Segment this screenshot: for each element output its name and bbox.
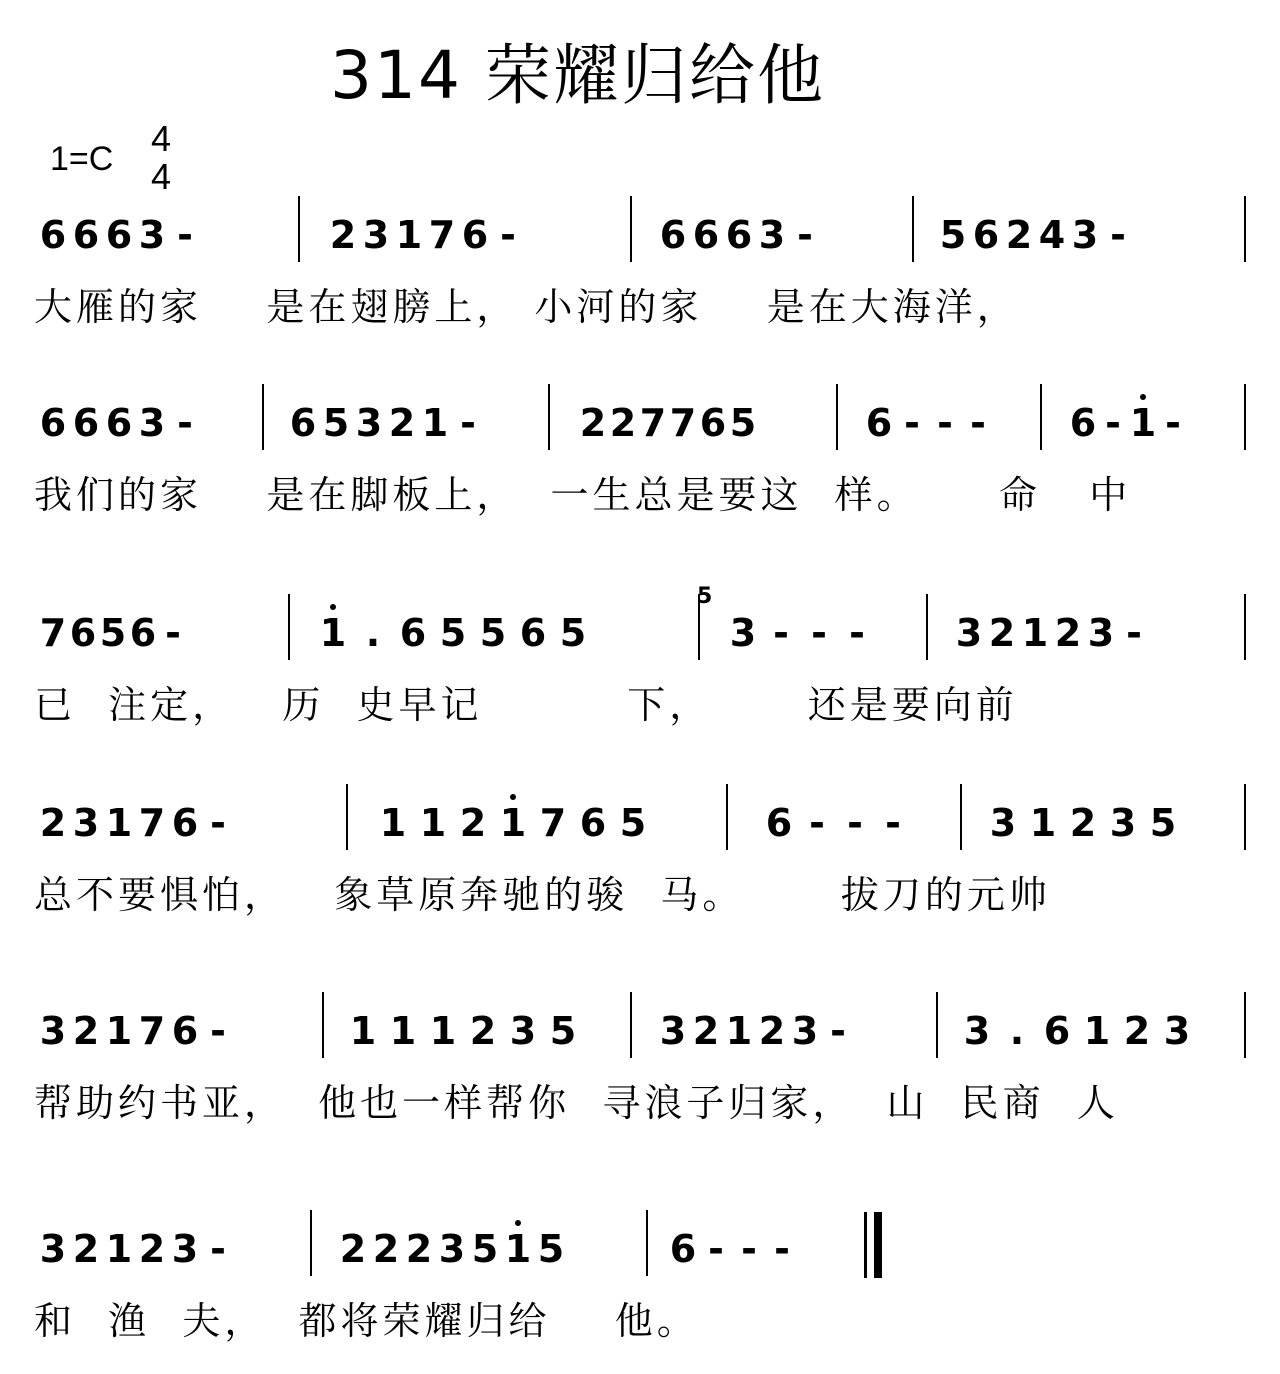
note-6-3-4: - <box>774 1227 790 1271</box>
notes-line-4 <box>38 800 1268 860</box>
note-2-5-3: 1 <box>1129 401 1157 445</box>
note-1-4-5: 3 <box>1071 213 1099 257</box>
note-3-3-1: 3 <box>729 611 757 655</box>
note-4-3-3: - <box>847 801 863 845</box>
note-3-1-2: 6 <box>69 611 97 655</box>
note-4-2-2: 1 <box>419 801 447 845</box>
note-4-2-3: 2 <box>459 801 487 845</box>
note-2-4-3: - <box>937 401 953 445</box>
note-3-4-4: 2 <box>1054 611 1082 655</box>
note-1-2-6: - <box>500 213 516 257</box>
key-signature: 1=C <box>50 140 114 178</box>
note-1-3-1: 6 <box>659 213 687 257</box>
barline <box>630 992 632 1058</box>
note-5-2-1: 1 <box>349 1009 377 1053</box>
note-1-4-1: 5 <box>939 213 967 257</box>
note-1-4-2: 6 <box>972 213 1000 257</box>
barline <box>836 384 838 450</box>
note-5-1-1: 3 <box>39 1009 67 1053</box>
note-2-4-4: - <box>970 401 986 445</box>
barline <box>912 196 914 262</box>
note-2-1-1: 6 <box>39 401 67 445</box>
note-1-4-4: 4 <box>1038 213 1066 257</box>
barline <box>726 784 728 850</box>
note-3-2-5: 5 <box>479 611 507 655</box>
barline <box>936 992 938 1058</box>
barline <box>1244 594 1246 660</box>
note-5-1-5: 6 <box>171 1009 199 1053</box>
lyrics-line-6: 和 渔 夫， 都将荣耀归给 他。 <box>34 1299 699 1343</box>
note-1-3-5: - <box>797 213 813 257</box>
note-4-4-5: 5 <box>1149 801 1177 845</box>
note-1-4-3: 2 <box>1005 213 1033 257</box>
note-2-2-3: 3 <box>355 401 383 445</box>
note-3-4-3: 1 <box>1021 611 1049 655</box>
note-4-4-2: 1 <box>1029 801 1057 845</box>
note-1-3-3: 6 <box>725 213 753 257</box>
note-2-3-4: 7 <box>669 401 697 445</box>
note-1-1-3: 6 <box>105 213 133 257</box>
lyrics-line-2: 我们的家 是在脚板上， 一生总是要这 样。 命 中 <box>34 473 1132 517</box>
note-3-2-6: 6 <box>519 611 547 655</box>
note-4-2-5: 7 <box>539 801 567 845</box>
note-6-1-2: 2 <box>72 1227 100 1271</box>
barline <box>926 594 928 660</box>
note-6-2-5: 5 <box>471 1227 499 1271</box>
note-5-2-4: 2 <box>469 1009 497 1053</box>
lyrics-line-3: 已 注定， 历 史早记 下， 还是要向前 <box>34 683 1018 727</box>
note-3-1-3: 5 <box>99 611 127 655</box>
note-4-2-4: 1 <box>499 801 527 845</box>
lyrics-line-5: 帮助约书亚， 他也一样帮你 寻浪子归家， 山 民商 人 <box>34 1081 1119 1125</box>
note-2-1-2: 6 <box>72 401 100 445</box>
high-octave-dot <box>510 794 516 800</box>
note-3-2-3: 6 <box>399 611 427 655</box>
note-4-1-6: - <box>210 801 226 845</box>
note-6-2-3: 2 <box>405 1227 433 1271</box>
note-3-1-1: 7 <box>39 611 67 655</box>
note-5-3-3: 1 <box>725 1009 753 1053</box>
time-signature <box>146 120 176 196</box>
note-6-2-1: 2 <box>339 1227 367 1271</box>
note-6-3-3: - <box>741 1227 757 1271</box>
note-5-2-2: 1 <box>389 1009 417 1053</box>
barline <box>1244 784 1246 850</box>
note-3-3-3: - <box>811 611 827 655</box>
notes-line-2 <box>38 400 1268 460</box>
time-signature-bottom: 4 <box>150 156 172 197</box>
note-6-1-4: 2 <box>138 1227 166 1271</box>
note-5-4-6: 3 <box>1163 1009 1191 1053</box>
note-1-2-1: 2 <box>329 213 357 257</box>
barline <box>262 384 264 450</box>
barline <box>960 784 962 850</box>
note-3-2-4: 5 <box>439 611 467 655</box>
note-4-1-5: 6 <box>171 801 199 845</box>
barline <box>298 196 300 262</box>
note-1-3-2: 6 <box>692 213 720 257</box>
note-6-1-1: 3 <box>39 1227 67 1271</box>
note-2-5-4: - <box>1165 401 1181 445</box>
note-4-4-3: 2 <box>1069 801 1097 845</box>
note-3-2-1: 1 <box>319 611 347 655</box>
note-1-2-4: 7 <box>428 213 456 257</box>
note-2-1-3: 6 <box>105 401 133 445</box>
note-1-4-6: - <box>1110 213 1126 257</box>
note-2-3-2: 2 <box>609 401 637 445</box>
note-4-3-4: - <box>885 801 901 845</box>
note-2-3-1: 2 <box>579 401 607 445</box>
barline <box>1040 384 1042 450</box>
note-4-4-1: 3 <box>989 801 1017 845</box>
note-3-4-2: 2 <box>988 611 1016 655</box>
barline <box>548 384 550 450</box>
note-4-1-3: 1 <box>105 801 133 845</box>
time-signature-top: 4 <box>150 118 172 159</box>
note-6-3-2: - <box>708 1227 724 1271</box>
note-1-1-1: 6 <box>39 213 67 257</box>
note-4-2-1: 1 <box>379 801 407 845</box>
note-5-4-4: 1 <box>1083 1009 1111 1053</box>
high-octave-dot <box>1140 394 1146 400</box>
lyrics-line-1: 大雁的家 是在翅膀上， 小河的家 是在大海洋， <box>34 285 1019 329</box>
note-4-3-2: - <box>809 801 825 845</box>
note-2-2-2: 5 <box>322 401 350 445</box>
notes-line-1 <box>38 212 1268 272</box>
barline <box>346 784 348 850</box>
note-4-4-4: 3 <box>1109 801 1137 845</box>
note-6-1-5: 3 <box>171 1227 199 1271</box>
grace-note: 5 <box>697 584 713 609</box>
note-6-2-2: 2 <box>372 1227 400 1271</box>
note-1-2-2: 3 <box>362 213 390 257</box>
barline <box>1244 384 1246 450</box>
note-2-1-4: 3 <box>138 401 166 445</box>
note-6-1-6: - <box>210 1227 226 1271</box>
note-2-5-1: 6 <box>1069 401 1097 445</box>
note-2-3-3: 7 <box>639 401 667 445</box>
note-6-3-1: 6 <box>669 1227 697 1271</box>
note-3-4-5: 3 <box>1087 611 1115 655</box>
barline <box>646 1210 648 1276</box>
note-5-1-4: 7 <box>138 1009 166 1053</box>
note-2-3-6: 5 <box>729 401 757 445</box>
note-1-1-4: 3 <box>138 213 166 257</box>
lyrics-line-4: 总不要惧怕， 象草原奔驰的骏 马。 拔刀的元帅 <box>34 873 1051 917</box>
note-5-3-1: 3 <box>659 1009 687 1053</box>
note-5-3-4: 2 <box>758 1009 786 1053</box>
note-2-4-2: - <box>904 401 920 445</box>
note-4-2-6: 6 <box>579 801 607 845</box>
note-4-3-1: 6 <box>765 801 793 845</box>
note-5-3-2: 2 <box>692 1009 720 1053</box>
note-5-4-3: 6 <box>1043 1009 1071 1053</box>
note-3-2-2: . <box>365 611 381 655</box>
note-2-2-5: 1 <box>421 401 449 445</box>
note-1-2-5: 6 <box>461 213 489 257</box>
barline <box>1244 196 1246 262</box>
note-4-1-2: 3 <box>72 801 100 845</box>
song-title: 314 荣耀归给他 <box>330 37 825 114</box>
note-1-1-5: - <box>177 213 193 257</box>
note-5-1-6: - <box>210 1009 226 1053</box>
note-5-3-5: 3 <box>791 1009 819 1053</box>
note-5-2-3: 1 <box>429 1009 457 1053</box>
note-2-1-5: - <box>177 401 193 445</box>
note-1-2-3: 1 <box>395 213 423 257</box>
note-2-2-6: - <box>460 401 476 445</box>
barline <box>288 594 290 660</box>
barline <box>630 196 632 262</box>
note-3-4-6: - <box>1126 611 1142 655</box>
note-5-3-6: - <box>830 1009 846 1053</box>
note-5-4-1: 3 <box>963 1009 991 1053</box>
note-1-1-2: 6 <box>72 213 100 257</box>
note-5-4-5: 2 <box>1123 1009 1151 1053</box>
note-3-1-5: - <box>165 611 181 655</box>
note-4-1-1: 2 <box>39 801 67 845</box>
note-2-5-2: - <box>1105 401 1121 445</box>
note-6-2-6: 1 <box>504 1227 532 1271</box>
barline <box>1244 992 1246 1058</box>
notes-line-3 <box>38 610 1268 670</box>
note-5-2-6: 5 <box>549 1009 577 1053</box>
note-3-2-7: 5 <box>559 611 587 655</box>
note-3-1-4: 6 <box>129 611 157 655</box>
final-barline-thin <box>864 1212 867 1278</box>
note-1-3-4: 3 <box>758 213 786 257</box>
high-octave-dot <box>330 604 336 610</box>
note-3-4-1: 3 <box>955 611 983 655</box>
notes-line-5 <box>38 1008 1268 1068</box>
note-3-3-2: - <box>773 611 789 655</box>
notes-line-6 <box>38 1226 1268 1286</box>
note-5-4-2: . <box>1009 1009 1025 1053</box>
high-octave-dot <box>515 1220 521 1226</box>
note-2-3-5: 6 <box>699 401 727 445</box>
note-6-2-4: 3 <box>438 1227 466 1271</box>
note-3-3-4: - <box>849 611 865 655</box>
note-4-1-4: 7 <box>138 801 166 845</box>
note-6-1-3: 1 <box>105 1227 133 1271</box>
barline <box>310 1210 312 1276</box>
note-5-1-3: 1 <box>105 1009 133 1053</box>
note-2-2-4: 2 <box>388 401 416 445</box>
note-6-2-7: 5 <box>537 1227 565 1271</box>
note-5-2-5: 3 <box>509 1009 537 1053</box>
final-barline-thick <box>874 1212 882 1278</box>
barline <box>322 992 324 1058</box>
note-2-4-1: 6 <box>865 401 893 445</box>
note-4-2-7: 5 <box>619 801 647 845</box>
note-5-1-2: 2 <box>72 1009 100 1053</box>
note-2-2-1: 6 <box>289 401 317 445</box>
